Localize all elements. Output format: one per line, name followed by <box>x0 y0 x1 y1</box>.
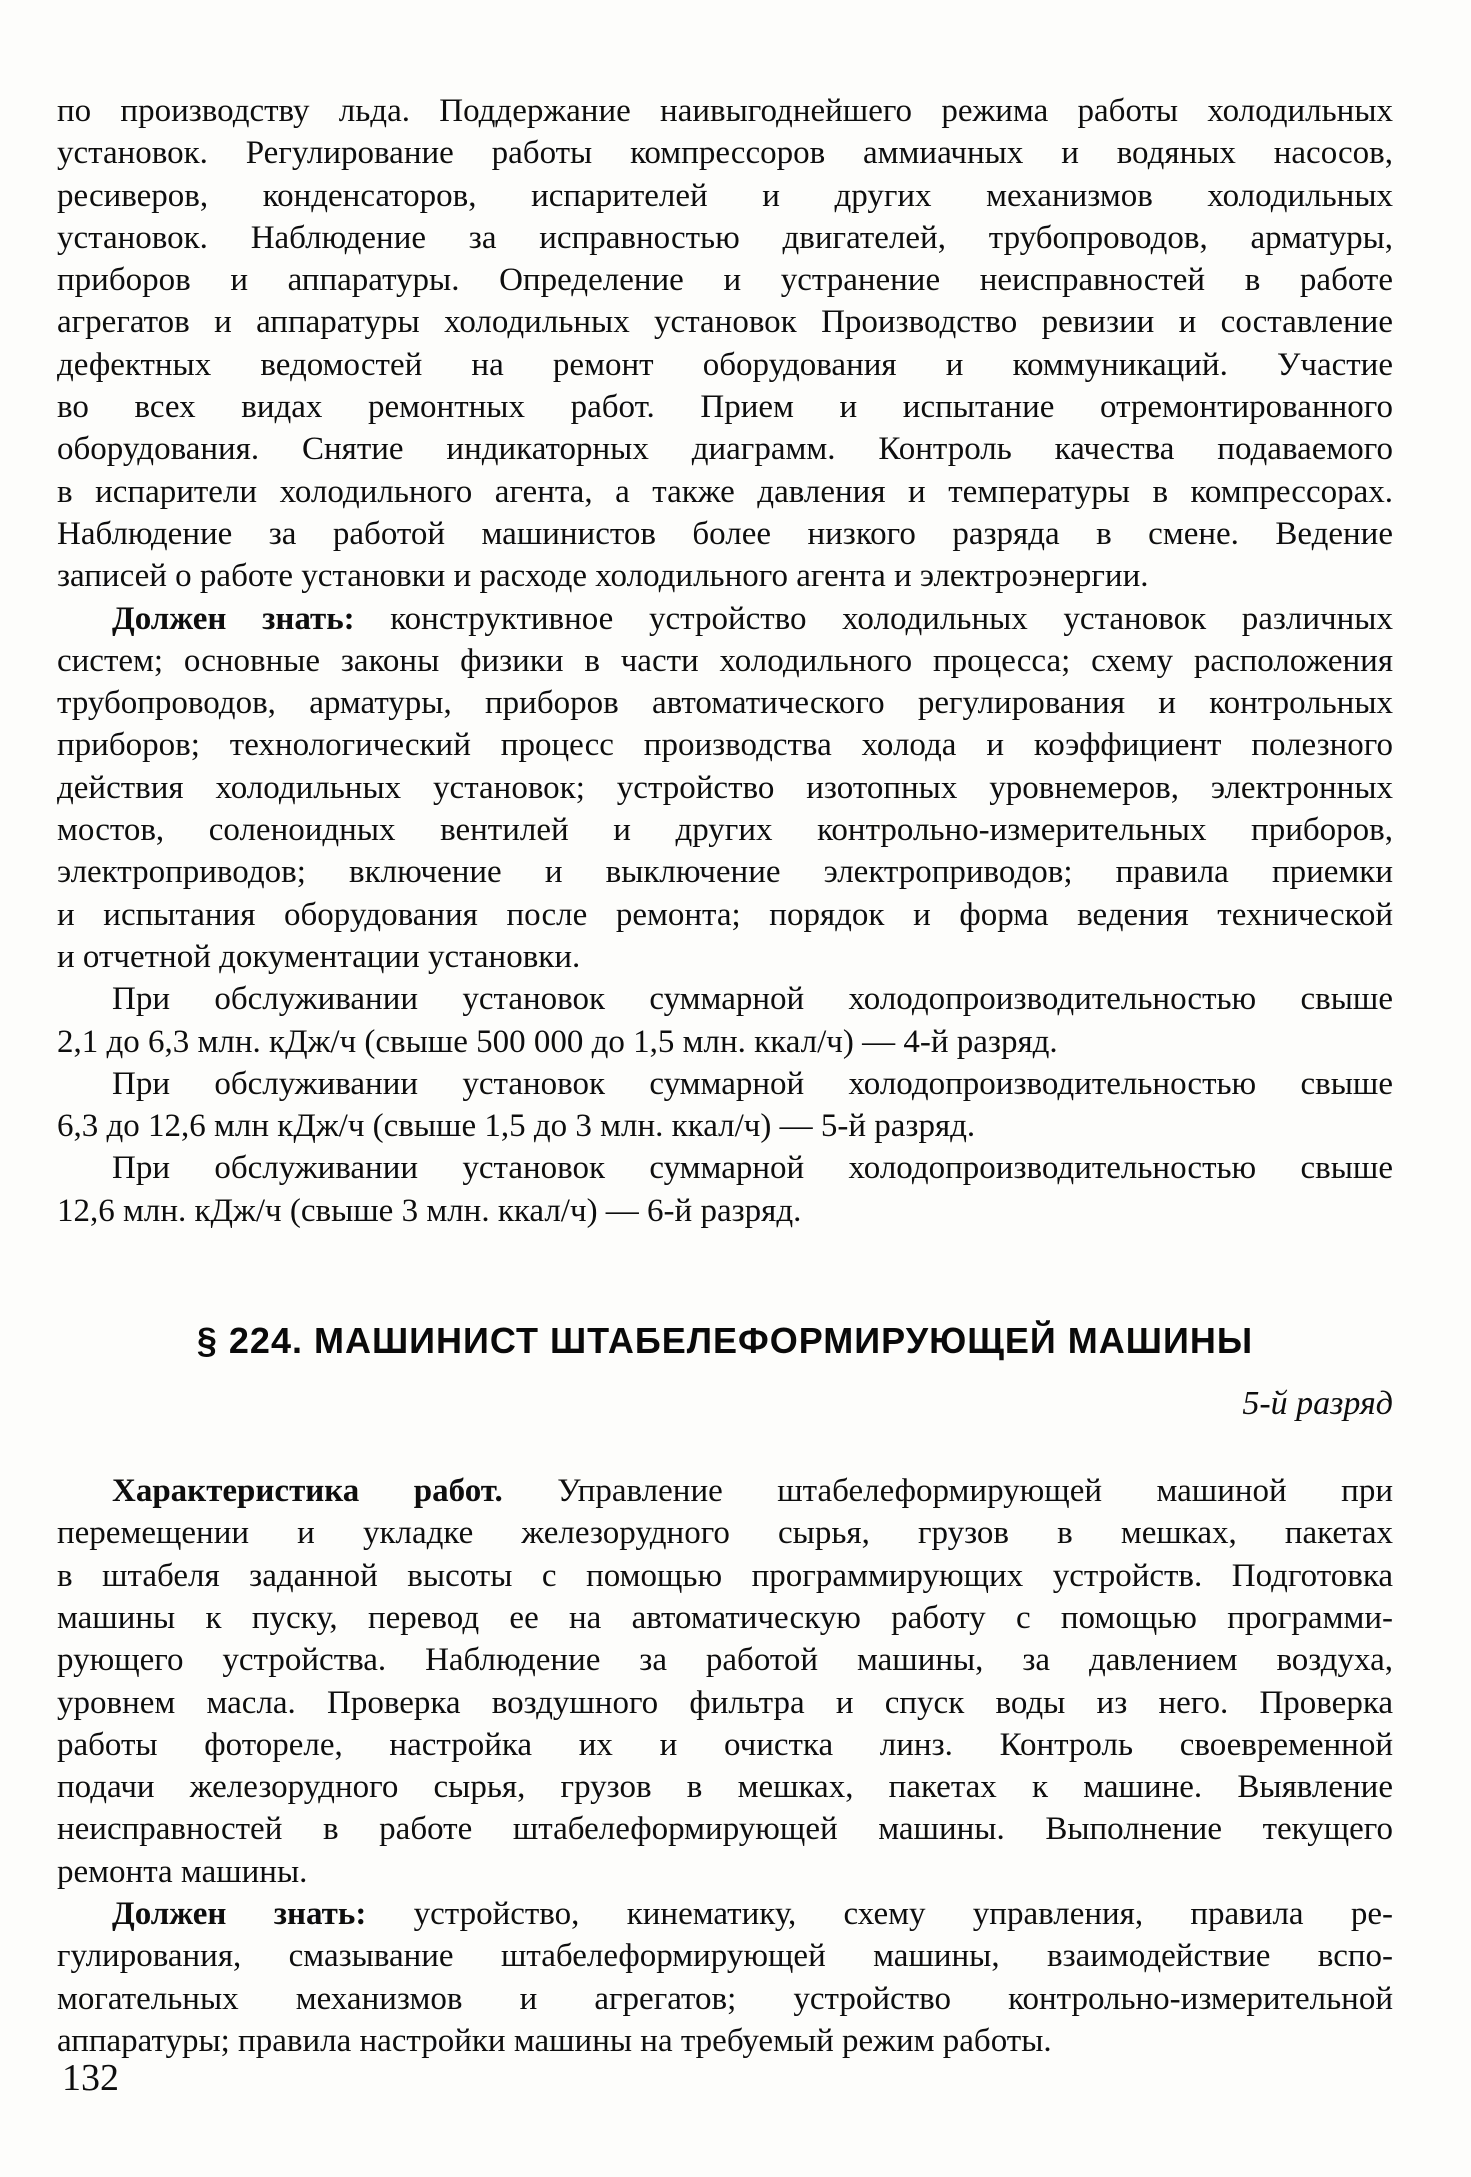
text-line: действия холодильных установок; устройство изотопных уровнемеров, электронных <box>57 769 1393 806</box>
text-line: оборудования. Снятие индикаторных диаграмм. Контроль качества подаваемого <box>57 431 1393 468</box>
paragraph-lead-rest: Управление штабелеформирующей машиной при <box>502 1473 1393 1510</box>
text-line: систем; основные законы физики в части холодильного процесса; схему расположения <box>57 642 1393 679</box>
characteristics-paragraph <box>57 1470 1393 1893</box>
text-line: по производству льда. Поддержание наивыгоднейшего режима работы холодильных <box>57 93 1393 129</box>
grade-rule-paragraph <box>57 1147 1393 1232</box>
text-line: и испытания оборудования после ремонта; порядок и форма ведения технической <box>57 896 1393 933</box>
text-line: машины к пуску, перевод ее на автоматическую работу с помощью программи- <box>57 1599 1393 1636</box>
grade-label: 5-й разряд <box>1242 1385 1393 1423</box>
text-line: дефектных ведомостей на ремонт оборудования и коммуникаций. Участие <box>57 346 1393 383</box>
grade-rule-paragraph <box>57 978 1393 1063</box>
text-line: 6,3 до 12,6 млн кДж/ч (свыше 1,5 до 3 млн. ккал/ч) — 5-й разряд. <box>57 1108 976 1145</box>
text-line: При обслуживании установок суммарной холодопроизводительностью свыше <box>112 981 1393 1018</box>
text-line: неисправностей в работе штабелеформирующей машины. Выполнение текущего <box>57 1811 1393 1848</box>
text-line <box>57 1470 1393 1512</box>
text-line: При обслуживании установок суммарной холодопроизводительностью свыше <box>112 1065 1393 1102</box>
text-line: рующего устройства. Наблюдение за работой машины, за давлением воздуха, <box>57 1642 1393 1679</box>
text-line: в испарители холодильного агента, а также давления и температуры в компрессорах. <box>57 473 1393 510</box>
paragraph-continuation <box>57 90 1393 598</box>
text-line: приборов и аппаратуры. Определение и устранение неисправностей в работе <box>57 262 1393 299</box>
text-line: во всех видах ремонтных работ. Прием и испытание отремонтированного <box>57 389 1393 426</box>
text-line: мостов, соленоидных вентилей и других контрольно-измерительных приборов, <box>57 812 1393 849</box>
text-line: гулирования, смазывание штабелеформирующей машины, взаимодействие вспо- <box>57 1938 1393 1975</box>
text-line: работы фотореле, настройка их и очистка линз. Контроль своевременной <box>57 1726 1393 1763</box>
paragraph-lead-rest: конструктивное устройство холодильных установок различных <box>354 600 1393 637</box>
text-line: перемещении и укладке железорудного сырья, грузов в мешках, пакетах <box>57 1515 1393 1552</box>
page-number: 132 <box>62 2057 119 2099</box>
text-line: электроприводов; включение и выключение электроприводов; правила приемки <box>57 854 1393 891</box>
text-line: установок. Наблюдение за исправностью двигателей, трубопроводов, арматуры, <box>57 219 1393 256</box>
text-line: ресиверов, конденсаторов, испарителей и других механизмов холодильных <box>57 177 1393 214</box>
text-line: и отчетной документации установки. <box>57 938 581 975</box>
must-know-paragraph <box>57 1893 1393 2062</box>
text-line: 12,6 млн. кДж/ч (свыше 3 млн. ккал/ч) — 6-й разряд. <box>57 1192 802 1229</box>
text-line: При обслуживании установок суммарной холодопроизводительностью свыше <box>112 1150 1393 1187</box>
text-line: записей о работе установки и расходе холодильного агента и электроэнергии. <box>57 558 1149 595</box>
text-line <box>57 1893 1393 1935</box>
paragraph-lead: Должен знать: <box>112 600 355 637</box>
text-line: в штабеля заданной высоты с помощью программирующих устройств. Подготовка <box>57 1557 1393 1594</box>
text-column <box>57 90 1393 2062</box>
paragraph-lead: Должен знать: <box>112 1895 367 1932</box>
must-know-paragraph <box>57 598 1393 979</box>
text-line: уровнем масла. Проверка воздушного фильтра и спуск воды из него. Проверка <box>57 1684 1393 1721</box>
text-line: аппаратуры; правила настройки машины на требуемый режим работы. <box>57 2022 1052 2059</box>
text-line <box>57 598 1393 640</box>
text-line: 2,1 до 6,3 млн. кДж/ч (свыше 500 000 до 1,5 млн. ккал/ч) — 4-й разряд. <box>57 1023 1058 1060</box>
text-line: установок. Регулирование работы компрессоров аммиачных и водяных насосов, <box>57 135 1393 172</box>
section-heading: § 224. МАШИНИСТ ШТАБЕЛЕФОРМИРУЮЩЕЙ МАШИНЫ <box>196 1320 1254 1362</box>
text-line: могательных механизмов и агрегатов; устройство контрольно-измерительной <box>57 1980 1393 2017</box>
text-line: ремонта машины. <box>57 1853 308 1890</box>
text-line: агрегатов и аппаратуры холодильных установок Производство ревизии и составление <box>57 304 1393 341</box>
text-line: Наблюдение за работой машинистов более низкого разряда в смене. Ведение <box>57 515 1393 552</box>
paragraph-lead-rest: устройство, кинематику, схему управления, правила ре- <box>366 1895 1393 1932</box>
text-line: подачи железорудного сырья, грузов в мешках, пакетах к машине. Выявление <box>57 1769 1393 1806</box>
grade-rule-paragraph <box>57 1063 1393 1148</box>
text-line: трубопроводов, арматуры, приборов автоматического регулирования и контрольных <box>57 685 1393 722</box>
text-line: приборов; технологический процесс производства холода и коэффициент полезного <box>57 727 1393 764</box>
paragraph-lead: Характеристика работ. <box>112 1473 503 1510</box>
